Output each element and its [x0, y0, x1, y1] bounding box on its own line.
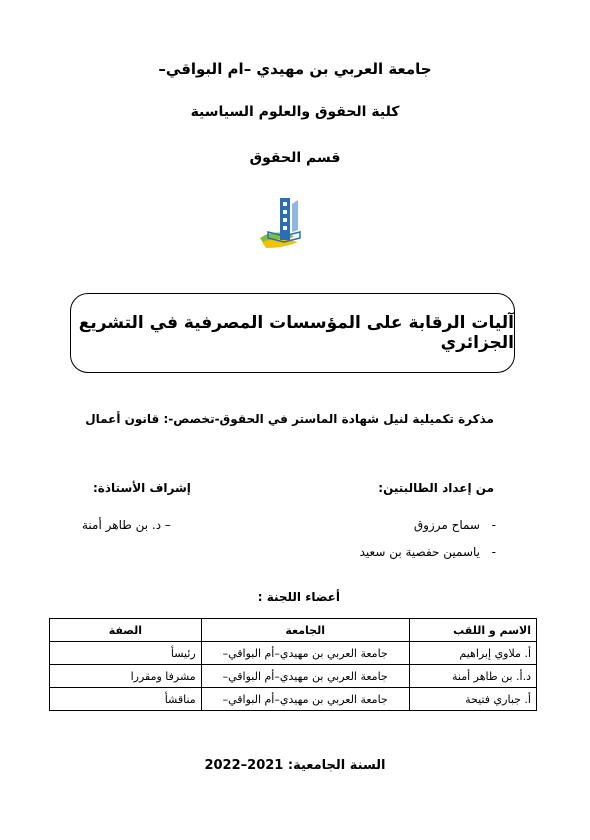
faculty-name: كلية الحقوق والعلوم السياسية [190, 104, 400, 120]
department-name: قسم الحقوق [249, 150, 341, 166]
university-name: جامعة العربي بن مهيدي –ام البواقي– [158, 60, 432, 78]
university-logo-icon [254, 192, 316, 254]
supervisor-name: – د. بن طاهر أمنة [82, 518, 171, 532]
table-cell: أ. جباري فتيحة [409, 688, 536, 711]
student-bullet: - [491, 518, 496, 532]
committee-table [49, 618, 537, 711]
table-cell: د.أ. بن طاهر أمنة [409, 665, 536, 688]
thesis-title-box [70, 293, 515, 373]
committee-label: أعضاء اللجنة : [257, 590, 340, 604]
table-row [50, 642, 537, 665]
student-name: ياسمين حفصية بن سعيد [359, 545, 480, 559]
student-bullet: - [491, 545, 496, 559]
table-cell: جامعة العربي بن مهيدي–أم البواقي– [201, 688, 409, 711]
table-row [50, 688, 537, 711]
table-row [50, 665, 537, 688]
column-header: الاسم و اللقب [409, 619, 536, 642]
table-cell: مناقشأ [50, 688, 202, 711]
column-header: الصفة [50, 619, 202, 642]
thesis-subtitle: مذكرة تكميلية لنيل شهادة الماستر في الحقوق-تخصص-: قانون أعمال [85, 412, 494, 426]
thesis-title: آليات الرقابة على المؤسسات المصرفية في التشريع الجزائري [78, 313, 514, 353]
table-cell: رئيسأ [50, 642, 202, 665]
supervisor-label: إشراف الأستاذة: [93, 481, 191, 495]
table-cell: مشرفا ومقررا [50, 665, 202, 688]
table-header-row [50, 619, 537, 642]
table-cell: أ. ملاوي إبراهيم [409, 642, 536, 665]
table-cell: جامعة العربي بن مهيدي–أم البواقي– [201, 642, 409, 665]
academic-year: السنة الجامعية: 2021–2022 [204, 758, 386, 773]
column-header: الجامعة [201, 619, 409, 642]
students-label: من إعداد الطالبتين: [378, 481, 494, 495]
table-cell: جامعة العربي بن مهيدي–أم البواقي– [201, 665, 409, 688]
student-name: سماح مرزوق [413, 518, 480, 532]
